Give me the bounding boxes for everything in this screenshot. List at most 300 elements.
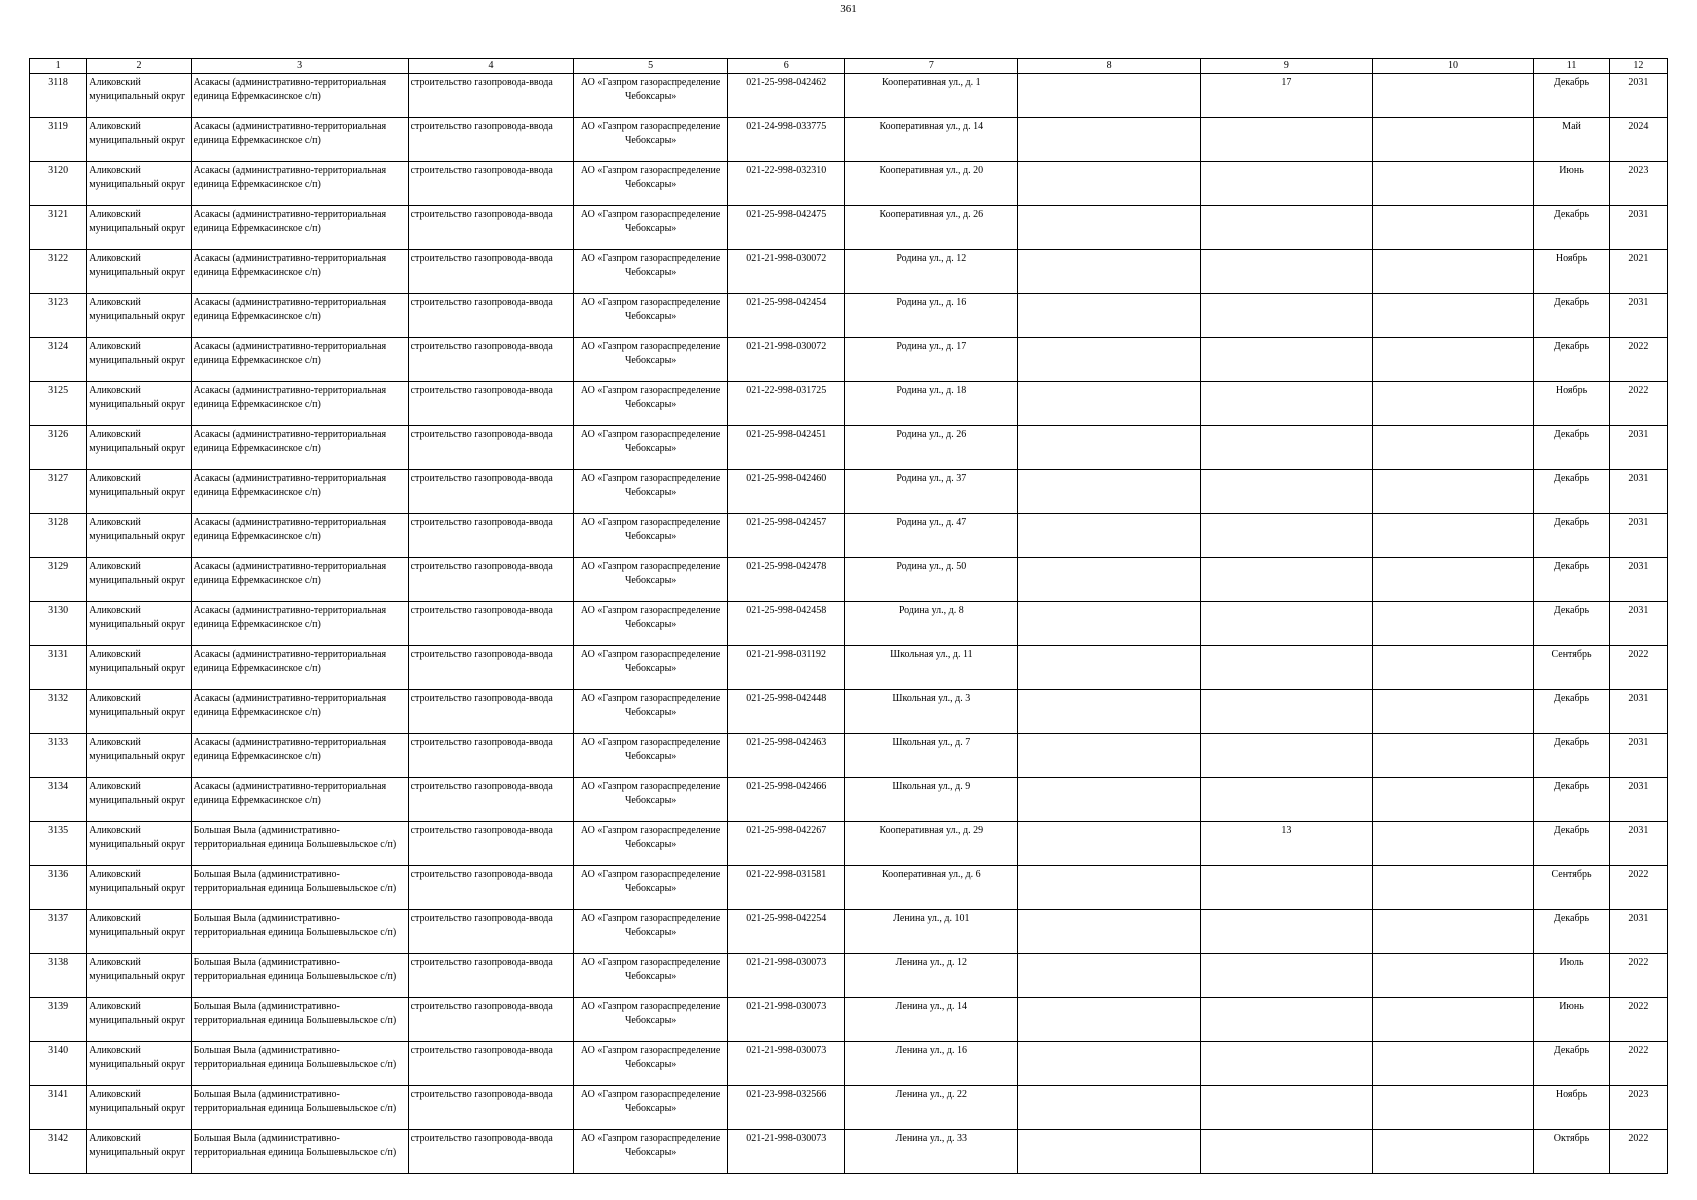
column-8-cell <box>1018 954 1201 998</box>
organization-cell <box>574 822 728 866</box>
address-cell-text: Родина ул., д. 17 <box>896 341 967 352</box>
district-cell <box>87 250 191 294</box>
column-10-cell-text <box>1375 736 1532 777</box>
work-type-cell <box>408 338 574 382</box>
column-8-cell <box>1018 558 1201 602</box>
organization-cell-text: АО «Газпром газораспределение Чебоксары» <box>580 825 721 850</box>
work-type-cell-text: строительство газопровода-ввода <box>410 517 553 528</box>
table-row <box>30 514 1668 558</box>
column-9-cell <box>1200 602 1372 646</box>
month-cell <box>1534 426 1609 470</box>
code-cell-text: 021-25-998-042454 <box>746 297 827 308</box>
address-cell <box>845 514 1018 558</box>
column-header: 4 <box>408 59 574 74</box>
settlement-cell <box>191 822 408 866</box>
column-8-cell-text <box>1020 648 1198 689</box>
column-10-cell <box>1372 426 1534 470</box>
address-cell <box>845 646 1018 690</box>
district-cell <box>87 1086 191 1130</box>
column-8-cell <box>1018 294 1201 338</box>
column-8-cell-text <box>1020 516 1198 557</box>
district-cell-text: Аликовский муниципальный округ <box>89 825 186 850</box>
year-cell <box>1609 602 1667 646</box>
work-type-cell <box>408 646 574 690</box>
month-cell-text: Декабрь <box>1553 297 1590 308</box>
code-cell-text: 021-25-998-042458 <box>746 605 827 616</box>
district-cell-text: Аликовский муниципальный округ <box>89 77 186 102</box>
column-8-cell-text <box>1020 692 1198 733</box>
column-8-cell <box>1018 250 1201 294</box>
settlement-cell-text: Асакасы (административно-территориальная единица Ефремкасинское с/п) <box>193 561 387 586</box>
code-cell <box>727 1086 845 1130</box>
column-8-cell-text <box>1020 120 1198 161</box>
address-cell <box>845 866 1018 910</box>
district-cell <box>87 734 191 778</box>
column-9-cell-text <box>1203 516 1370 557</box>
settlement-cell <box>191 602 408 646</box>
row-number-text: 3126 <box>48 429 69 440</box>
organization-cell <box>574 74 728 118</box>
table-body <box>30 74 1668 1174</box>
organization-cell-text: АО «Газпром газораспределение Чебоксары» <box>580 517 721 542</box>
year-cell-text: 2031 <box>1628 781 1649 792</box>
column-8-cell-text <box>1020 1044 1198 1085</box>
organization-cell-text: АО «Газпром газораспределение Чебоксары» <box>580 693 721 718</box>
address-cell <box>845 558 1018 602</box>
district-cell <box>87 514 191 558</box>
month-cell <box>1534 1130 1609 1174</box>
column-8-cell-text <box>1020 560 1198 601</box>
column-8-cell <box>1018 690 1201 734</box>
district-cell <box>87 470 191 514</box>
settlement-cell <box>191 646 408 690</box>
organization-cell <box>574 602 728 646</box>
month-cell-text: Сентябрь <box>1551 649 1592 660</box>
month-cell-text: Декабрь <box>1553 561 1590 572</box>
column-10-cell-text <box>1375 120 1532 161</box>
code-cell <box>727 998 845 1042</box>
table-row <box>30 690 1668 734</box>
code-cell-text: 021-25-998-042478 <box>746 561 827 572</box>
column-10-cell-text <box>1375 824 1532 865</box>
code-cell-text: 021-25-998-042466 <box>746 781 827 792</box>
table-row <box>30 1042 1668 1086</box>
row-number <box>30 910 87 954</box>
column-header: 8 <box>1018 59 1201 74</box>
column-10-cell-text <box>1375 252 1532 293</box>
settlement-cell <box>191 866 408 910</box>
address-cell-text: Родина ул., д. 12 <box>896 253 967 264</box>
code-cell-text: 021-23-998-032566 <box>746 1089 827 1100</box>
year-cell <box>1609 778 1667 822</box>
code-cell-text: 021-21-998-030072 <box>746 341 827 352</box>
code-cell-text: 021-21-998-030072 <box>746 253 827 264</box>
month-cell <box>1534 74 1609 118</box>
column-8-cell-text <box>1020 736 1198 777</box>
settlement-cell-text: Большая Выла (административно-территориальная единица Большевыльское с/п) <box>193 1045 397 1070</box>
month-cell-text: Декабрь <box>1553 209 1590 220</box>
work-type-cell <box>408 558 574 602</box>
column-8-cell <box>1018 206 1201 250</box>
address-cell-text: Кооперативная ул., д. 20 <box>879 165 984 176</box>
code-cell-text: 021-21-998-030073 <box>746 1045 827 1056</box>
organization-cell <box>574 250 728 294</box>
column-8-cell-text <box>1020 1000 1198 1041</box>
year-cell-text: 2031 <box>1628 825 1649 836</box>
column-8-cell <box>1018 162 1201 206</box>
column-9-cell-text <box>1203 956 1370 997</box>
column-10-cell <box>1372 602 1534 646</box>
address-cell-text: Ленина ул., д. 14 <box>895 1001 967 1012</box>
year-cell-text: 2031 <box>1628 561 1649 572</box>
organization-cell-text: АО «Газпром газораспределение Чебоксары» <box>580 869 721 894</box>
month-cell <box>1534 294 1609 338</box>
column-9-cell-text <box>1203 780 1370 821</box>
district-cell-text: Аликовский муниципальный округ <box>89 957 186 982</box>
table-row <box>30 162 1668 206</box>
column-9-cell-text <box>1203 692 1370 733</box>
month-cell-text: Июль <box>1559 957 1584 968</box>
column-8-cell-text <box>1020 208 1198 249</box>
address-cell-text: Кооперативная ул., д. 26 <box>879 209 984 220</box>
work-type-cell-text: строительство газопровода-ввода <box>410 165 553 176</box>
month-cell <box>1534 822 1609 866</box>
settlement-cell-text: Асакасы (административно-территориальная единица Ефремкасинское с/п) <box>193 297 387 322</box>
settlement-cell-text: Асакасы (административно-территориальная единица Ефремкасинское с/п) <box>193 473 387 498</box>
code-cell-text: 021-25-998-042460 <box>746 473 827 484</box>
table-row <box>30 602 1668 646</box>
row-number-text: 3137 <box>48 913 69 924</box>
column-10-cell <box>1372 910 1534 954</box>
work-type-cell-text: строительство газопровода-ввода <box>410 693 553 704</box>
row-number-text: 3132 <box>48 693 69 704</box>
row-number-text: 3141 <box>48 1089 69 1100</box>
settlement-cell <box>191 250 408 294</box>
work-type-cell-text: строительство газопровода-ввода <box>410 605 553 616</box>
code-cell <box>727 822 845 866</box>
year-cell <box>1609 734 1667 778</box>
settlement-cell-text: Асакасы (административно-территориальная единица Ефремкасинское с/п) <box>193 693 387 718</box>
code-cell <box>727 1042 845 1086</box>
row-number <box>30 162 87 206</box>
month-cell <box>1534 558 1609 602</box>
organization-cell-text: АО «Газпром газораспределение Чебоксары» <box>580 1133 721 1158</box>
column-8-cell-text <box>1020 1088 1198 1129</box>
address-cell <box>845 74 1018 118</box>
row-number-text: 3133 <box>48 737 69 748</box>
month-cell-text: Октябрь <box>1553 1133 1590 1144</box>
settlement-cell <box>191 1042 408 1086</box>
district-cell-text: Аликовский муниципальный округ <box>89 253 186 278</box>
work-type-cell <box>408 690 574 734</box>
column-9-cell-text <box>1203 164 1370 205</box>
district-cell-text: Аликовский муниципальный округ <box>89 209 186 234</box>
column-9-cell-text <box>1203 736 1370 777</box>
district-cell-text: Аликовский муниципальный округ <box>89 781 186 806</box>
column-8-cell-text <box>1020 428 1198 469</box>
district-cell <box>87 162 191 206</box>
code-cell <box>727 206 845 250</box>
code-cell <box>727 558 845 602</box>
row-number-text: 3121 <box>48 209 69 220</box>
row-number-text: 3125 <box>48 385 69 396</box>
column-10-cell <box>1372 690 1534 734</box>
work-type-cell-text: строительство газопровода-ввода <box>410 253 553 264</box>
column-10-cell-text <box>1375 76 1532 117</box>
column-9-cell-text <box>1203 912 1370 953</box>
row-number-text: 3128 <box>48 517 69 528</box>
settlement-cell-text: Асакасы (административно-территориальная единица Ефремкасинское с/п) <box>193 253 387 278</box>
work-type-cell <box>408 778 574 822</box>
organization-cell-text: АО «Газпром газораспределение Чебоксары» <box>580 781 721 806</box>
organization-cell-text: АО «Газпром газораспределение Чебоксары» <box>580 1089 721 1114</box>
column-10-cell <box>1372 558 1534 602</box>
column-10-cell-text <box>1375 956 1532 997</box>
year-cell <box>1609 558 1667 602</box>
code-cell <box>727 646 845 690</box>
work-type-cell <box>408 118 574 162</box>
column-8-cell <box>1018 382 1201 426</box>
column-header: 10 <box>1372 59 1534 74</box>
registry-table <box>29 58 1668 1174</box>
code-cell <box>727 294 845 338</box>
year-cell-text: 2022 <box>1628 341 1649 352</box>
address-cell <box>845 338 1018 382</box>
column-8-cell-text <box>1020 340 1198 381</box>
column-10-cell <box>1372 74 1534 118</box>
column-8-cell <box>1018 1130 1201 1174</box>
row-number <box>30 250 87 294</box>
settlement-cell-text: Большая Выла (административно-территориальная единица Большевыльское с/п) <box>193 825 397 850</box>
column-header: 2 <box>87 59 191 74</box>
work-type-cell <box>408 866 574 910</box>
column-10-cell-text <box>1375 1044 1532 1085</box>
row-number <box>30 118 87 162</box>
district-cell <box>87 954 191 998</box>
address-cell <box>845 822 1018 866</box>
month-cell <box>1534 866 1609 910</box>
column-8-cell <box>1018 734 1201 778</box>
column-9-cell <box>1200 734 1372 778</box>
organization-cell-text: АО «Газпром газораспределение Чебоксары» <box>580 649 721 674</box>
work-type-cell-text: строительство газопровода-ввода <box>410 1089 553 1100</box>
district-cell <box>87 690 191 734</box>
code-cell-text: 021-25-998-042254 <box>746 913 827 924</box>
district-cell-text: Аликовский муниципальный округ <box>89 297 186 322</box>
month-cell-text: Ноябрь <box>1555 385 1588 396</box>
row-number-text: 3119 <box>48 121 68 132</box>
table-row <box>30 646 1668 690</box>
address-cell-text: Школьная ул., д. 11 <box>890 649 973 660</box>
district-cell <box>87 118 191 162</box>
table-row <box>30 558 1668 602</box>
year-cell <box>1609 338 1667 382</box>
row-number <box>30 646 87 690</box>
column-8-cell <box>1018 910 1201 954</box>
organization-cell <box>574 162 728 206</box>
row-number-text: 3118 <box>48 77 68 88</box>
code-cell-text: 021-21-998-031192 <box>746 649 827 660</box>
code-cell-text: 021-21-998-030073 <box>746 1133 827 1144</box>
table-row <box>30 822 1668 866</box>
month-cell <box>1534 734 1609 778</box>
column-8-cell-text <box>1020 384 1198 425</box>
code-cell <box>727 74 845 118</box>
district-cell <box>87 866 191 910</box>
organization-cell-text: АО «Газпром газораспределение Чебоксары» <box>580 1045 721 1070</box>
table-row <box>30 1130 1668 1174</box>
organization-cell-text: АО «Газпром газораспределение Чебоксары» <box>580 1001 721 1026</box>
row-number <box>30 382 87 426</box>
settlement-cell-text: Большая Выла (административно-территориальная единица Большевыльское с/п) <box>193 1133 397 1158</box>
year-cell-text: 2031 <box>1628 209 1649 220</box>
row-number <box>30 338 87 382</box>
organization-cell-text: АО «Газпром газораспределение Чебоксары» <box>580 473 721 498</box>
year-cell-text: 2031 <box>1628 913 1649 924</box>
column-8-cell <box>1018 778 1201 822</box>
code-cell-text: 021-25-998-042451 <box>746 429 827 440</box>
organization-cell-text: АО «Газпром газораспределение Чебоксары» <box>580 957 721 982</box>
organization-cell <box>574 426 728 470</box>
year-cell-text: 2031 <box>1628 473 1649 484</box>
address-cell-text: Родина ул., д. 50 <box>896 561 967 572</box>
month-cell-text: Декабрь <box>1553 1045 1590 1056</box>
district-cell <box>87 910 191 954</box>
work-type-cell <box>408 734 574 778</box>
organization-cell <box>574 294 728 338</box>
row-number-text: 3139 <box>48 1001 69 1012</box>
row-number-text: 3131 <box>48 649 69 660</box>
code-cell-text: 021-22-998-032310 <box>746 165 827 176</box>
month-cell <box>1534 910 1609 954</box>
district-cell <box>87 602 191 646</box>
organization-cell-text: АО «Газпром газораспределение Чебоксары» <box>580 253 721 278</box>
address-cell-text: Школьная ул., д. 3 <box>892 693 971 704</box>
settlement-cell <box>191 162 408 206</box>
column-8-cell-text <box>1020 164 1198 205</box>
column-9-cell <box>1200 426 1372 470</box>
column-10-cell-text <box>1375 604 1532 645</box>
code-cell <box>727 426 845 470</box>
settlement-cell <box>191 118 408 162</box>
year-cell <box>1609 206 1667 250</box>
table-row <box>30 866 1668 910</box>
year-cell-text: 2023 <box>1628 1089 1649 1100</box>
row-number <box>30 998 87 1042</box>
column-10-cell <box>1372 250 1534 294</box>
month-cell-text: Май <box>1562 121 1581 132</box>
code-cell <box>727 118 845 162</box>
settlement-cell <box>191 558 408 602</box>
column-header: 7 <box>845 59 1018 74</box>
month-cell <box>1534 382 1609 426</box>
column-8-cell <box>1018 426 1201 470</box>
column-10-cell-text <box>1375 428 1532 469</box>
column-10-cell-text <box>1375 1132 1532 1173</box>
year-cell-text: 2022 <box>1628 1045 1649 1056</box>
row-number <box>30 822 87 866</box>
column-10-cell <box>1372 162 1534 206</box>
year-cell <box>1609 162 1667 206</box>
month-cell-text: Декабрь <box>1553 341 1590 352</box>
work-type-cell <box>408 910 574 954</box>
settlement-cell-text: Асакасы (административно-территориальная единица Ефремкасинское с/п) <box>193 737 387 762</box>
address-cell <box>845 1086 1018 1130</box>
address-cell-text: Ленина ул., д. 22 <box>895 1089 967 1100</box>
table-row <box>30 118 1668 162</box>
month-cell <box>1534 1042 1609 1086</box>
row-number-text: 3127 <box>48 473 69 484</box>
settlement-cell-text: Асакасы (административно-территориальная единица Ефремкасинское с/п) <box>193 209 387 234</box>
row-number <box>30 206 87 250</box>
table-row <box>30 338 1668 382</box>
address-cell <box>845 294 1018 338</box>
column-10-cell <box>1372 734 1534 778</box>
address-cell <box>845 1042 1018 1086</box>
settlement-cell-text: Асакасы (административно-территориальная единица Ефремкасинское с/п) <box>193 781 387 806</box>
column-9-cell <box>1200 206 1372 250</box>
address-cell <box>845 382 1018 426</box>
work-type-cell <box>408 426 574 470</box>
column-9-cell-text <box>1203 648 1370 689</box>
address-cell <box>845 734 1018 778</box>
column-9-cell <box>1200 250 1372 294</box>
column-10-cell <box>1372 778 1534 822</box>
district-cell-text: Аликовский муниципальный округ <box>89 693 186 718</box>
code-cell-text: 021-22-998-031725 <box>746 385 827 396</box>
code-cell-text: 021-25-998-042267 <box>746 825 827 836</box>
column-9-cell <box>1200 998 1372 1042</box>
row-number <box>30 1086 87 1130</box>
column-9-cell <box>1200 822 1372 866</box>
address-cell-text: Кооперативная ул., д. 6 <box>882 869 981 880</box>
column-10-cell <box>1372 514 1534 558</box>
year-cell-text: 2031 <box>1628 605 1649 616</box>
work-type-cell-text: строительство газопровода-ввода <box>410 297 553 308</box>
row-number-text: 3129 <box>48 561 69 572</box>
address-cell <box>845 470 1018 514</box>
row-number <box>30 866 87 910</box>
settlement-cell <box>191 294 408 338</box>
table-row <box>30 734 1668 778</box>
district-cell <box>87 778 191 822</box>
work-type-cell <box>408 162 574 206</box>
row-number-text: 3122 <box>48 253 69 264</box>
month-cell <box>1534 206 1609 250</box>
organization-cell <box>574 734 728 778</box>
settlement-cell-text: Асакасы (административно-территориальная единица Ефремкасинское с/п) <box>193 385 387 410</box>
address-cell <box>845 162 1018 206</box>
work-type-cell-text: строительство газопровода-ввода <box>410 385 553 396</box>
row-number-text: 3140 <box>48 1045 69 1056</box>
code-cell-text: 021-21-998-030073 <box>746 1001 827 1012</box>
month-cell-text: Декабрь <box>1553 517 1590 528</box>
column-9-cell-text <box>1203 560 1370 601</box>
district-cell-text: Аликовский муниципальный округ <box>89 473 186 498</box>
settlement-cell-text: Большая Выла (административно-территориальная единица Большевыльское с/п) <box>193 1001 397 1026</box>
work-type-cell-text: строительство газопровода-ввода <box>410 473 553 484</box>
table-row <box>30 74 1668 118</box>
organization-cell <box>574 338 728 382</box>
address-cell <box>845 118 1018 162</box>
row-number <box>30 1130 87 1174</box>
row-number <box>30 954 87 998</box>
year-cell <box>1609 1086 1667 1130</box>
settlement-cell-text: Асакасы (административно-территориальная единица Ефремкасинское с/п) <box>193 165 387 190</box>
column-9-cell <box>1200 1130 1372 1174</box>
organization-cell-text: АО «Газпром газораспределение Чебоксары» <box>580 341 721 366</box>
column-9-cell-text <box>1203 296 1370 337</box>
